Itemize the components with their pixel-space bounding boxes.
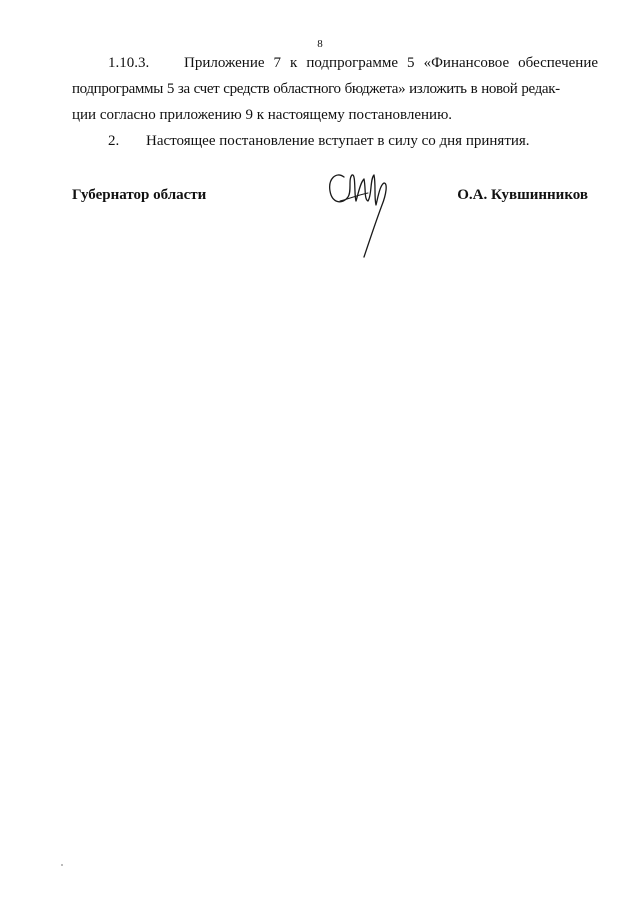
paragraph-line	[72, 128, 598, 154]
signatory-position: Губернатор области	[72, 187, 207, 203]
paragraph-line	[72, 50, 598, 76]
paragraph-1-10-3	[72, 50, 598, 128]
paragraph-line-text: Приложение 7 к подпрограмме 5 «Финансовое обеспечение	[184, 55, 598, 71]
page-number: 8	[317, 38, 323, 50]
signatory-name: О.А. Кувшинников	[457, 187, 588, 203]
paragraph-number: 2.	[108, 133, 120, 149]
paragraph-line: подпрограммы 5 за счет средств областного бюджета» изложить в новой редак-	[72, 81, 560, 97]
scan-artifact	[61, 864, 63, 866]
handwritten-signature	[318, 165, 398, 260]
paragraph-number: 1.10.3.	[108, 55, 150, 71]
paragraph-line: ции согласно приложению 9 к настоящему постановлению.	[72, 107, 453, 123]
paragraph-line-text: Настоящее постановление вступает в силу со дня принятия.	[146, 133, 530, 149]
paragraph-2	[72, 128, 598, 154]
